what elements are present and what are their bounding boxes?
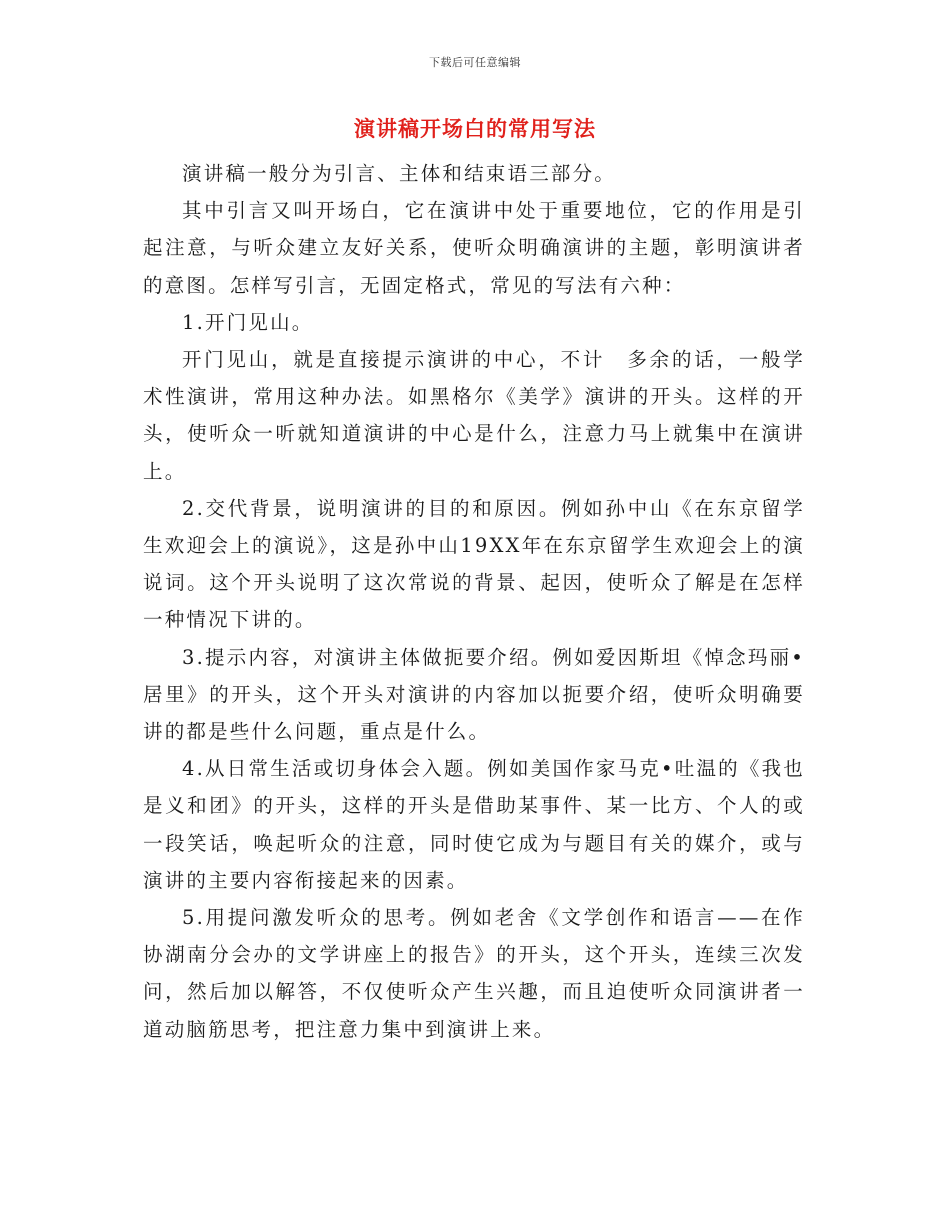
paragraph-intro: 演讲稿一般分为引言、主体和结束语三部分。 — [182, 162, 617, 185]
paragraph-method-3: 3.提示内容，对演讲主体做扼要介绍。例如爱因斯坦《悼念玛丽•居里》的开头，这个开头对演讲的内容加以扼要介绍，使听众明确要讲的都是些什么问题，重点是什么。 — [143, 645, 805, 744]
paragraph-opening-role: 其中引言又叫开场白，它在演讲中处于重要地位，它的作用是引起注意，与听众建立友好关系，使听众明确演讲的主题，彰明演讲者的意图。怎样写引言，无固定格式，常见的写法有六种： — [143, 199, 805, 297]
paragraph-method-1-heading: 1.开门见山。 — [182, 310, 314, 334]
paragraph-method-4: 4.从日常生活或切身体会入题。例如美国作家马克•吐温的《我也是义和团》的开头，这样的开头是借助某事件、某一比方、个人的或一段笑话，唤起听众的注意，同时使它成为与题目有关的媒介，或与演讲的主要内容衔接起来的因素。 — [143, 757, 805, 892]
paragraph-method-2: 2.交代背景，说明演讲的目的和原因。例如孙中山《在东京留学生欢迎会上的演说》，这是孙中山19XX年在东京留学生欢迎会上的演说词。这个开头说明了这次常说的背景、起因，使听众了解是在怎样一种情况下讲的。 — [143, 496, 805, 632]
page-header-note: 下载后可任意编辑 — [429, 56, 521, 69]
document-title: 演讲稿开场白的常用写法 — [354, 116, 596, 141]
paragraph-method-5: 5.用提问激发听众的思考。例如老舍《文学创作和语言——在作协湖南分会办的文学讲座上的报告》的开头，这个开头，连续三次发问，然后加以解答，不仅使听众产生兴趣，而且迫使听众同演讲者一道动脑筋思考，把注意力集中到演讲上来。 — [143, 906, 805, 1041]
document-body — [143, 155, 805, 1048]
paragraph-method-1-body: 开门见山，就是直接提示演讲的中心，不计 多余的话，一般学术性演讲，常用这种办法。如黑格尔《美学》演讲的开头。这样的开头，使听众一听就知道演讲的中心是什么，注意力马上就集中在演讲上。 — [143, 348, 805, 483]
